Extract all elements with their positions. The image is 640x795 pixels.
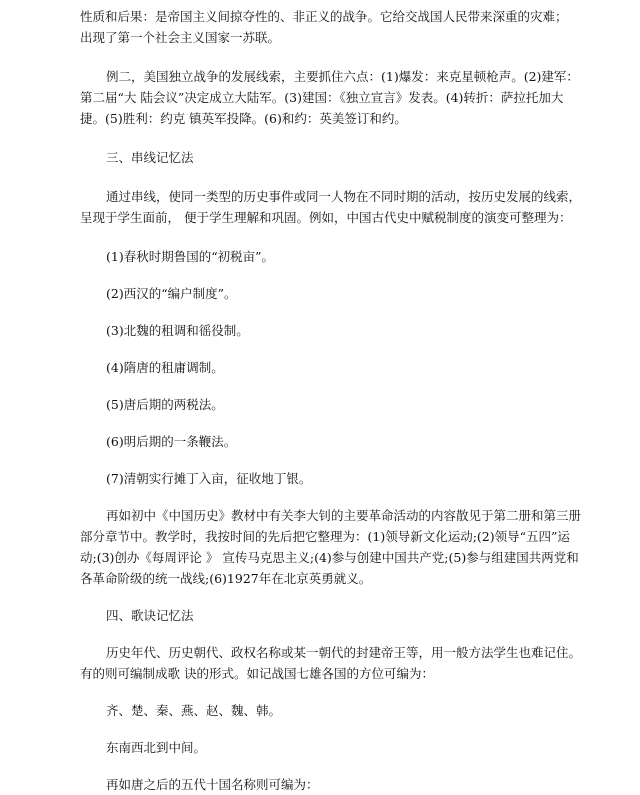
paragraph-line: 动;(3)创办《每周评论 》 宣传马克思主义;(4)参与创建中国共产党;(5)参与组建国共两党和 [80, 550, 579, 565]
paragraph-line: 各革命阶级的统一战线;(6)1927年在北京英勇就义。 [80, 571, 372, 586]
verse-line: 东南西北到中间。 [106, 740, 207, 755]
verse-line: 齐、楚、秦、燕、赵、魏、韩。 [106, 703, 282, 718]
paragraph-line: 呈现于学生面前， 便于学生理解和巩固。例如，中国古代史中赋税制度的演变可整理为： [80, 210, 572, 225]
list-item: (5)唐后期的两税法。 [106, 397, 224, 412]
paragraph-line: 有的则可编制成歌 诀的形式。如记战国七雄各国的方位可编为： [80, 666, 434, 681]
list-item: (1)春秋时期鲁国的“初税亩”。 [106, 249, 274, 264]
list-item: (2)西汉的“编户制度”。 [106, 286, 237, 301]
list-item: (6)明后期的一条鞭法。 [106, 434, 237, 449]
paragraph-line: 部分章节中。教学时，我按时间的先后把它整理为：(1)领导新文化运动;(2)领导“五四”运 [80, 529, 570, 544]
list-item: (3)北魏的租调和徭役制。 [106, 323, 249, 338]
paragraph-line: 例二，美国独立战争的发展线索，主要抓住六点：(1)爆发：来克星顿枪声。(2)建军： [106, 69, 579, 84]
paragraph-line: 再如唐之后的五代十国名称则可编为： [106, 777, 319, 792]
section-heading: 三、串线记忆法 [106, 150, 194, 165]
paragraph-line: 捷。(5)胜利：约克 镇英军投降。(6)和约：英美签订和约。 [80, 111, 407, 126]
section-heading: 四、歌诀记忆法 [106, 608, 194, 623]
paragraph-line: 第二届“大 陆会议”决定成立大陆军。(3)建国：《独立宣言》发表。(4)转折：萨拉托加大 [80, 90, 564, 105]
list-item: (4)隋唐的租庸调制。 [106, 360, 224, 375]
paragraph-line: 性质和后果：是帝国主义间掠夺性的、非正义的战争。它给交战国人民带来深重的灾难； [80, 9, 568, 24]
paragraph-line: 出现了第一个社会主义国家一苏联。 [80, 30, 281, 45]
list-item: (7)清朝实行摊丁入亩，征收地丁银。 [106, 471, 312, 486]
paragraph-line: 再如初中《中国历史》教材中有关李大钊的主要革命活动的内容散见于第二册和第三册 [106, 508, 582, 523]
paragraph-line: 历史年代、历史朝代、政权名称或某一朝代的封建帝王等，用一般方法学生也难记住。 [106, 645, 582, 660]
paragraph-line: 通过串线，使同一类型的历史事件或同一人物在不同时期的活动，按历史发展的线索， [106, 189, 582, 204]
